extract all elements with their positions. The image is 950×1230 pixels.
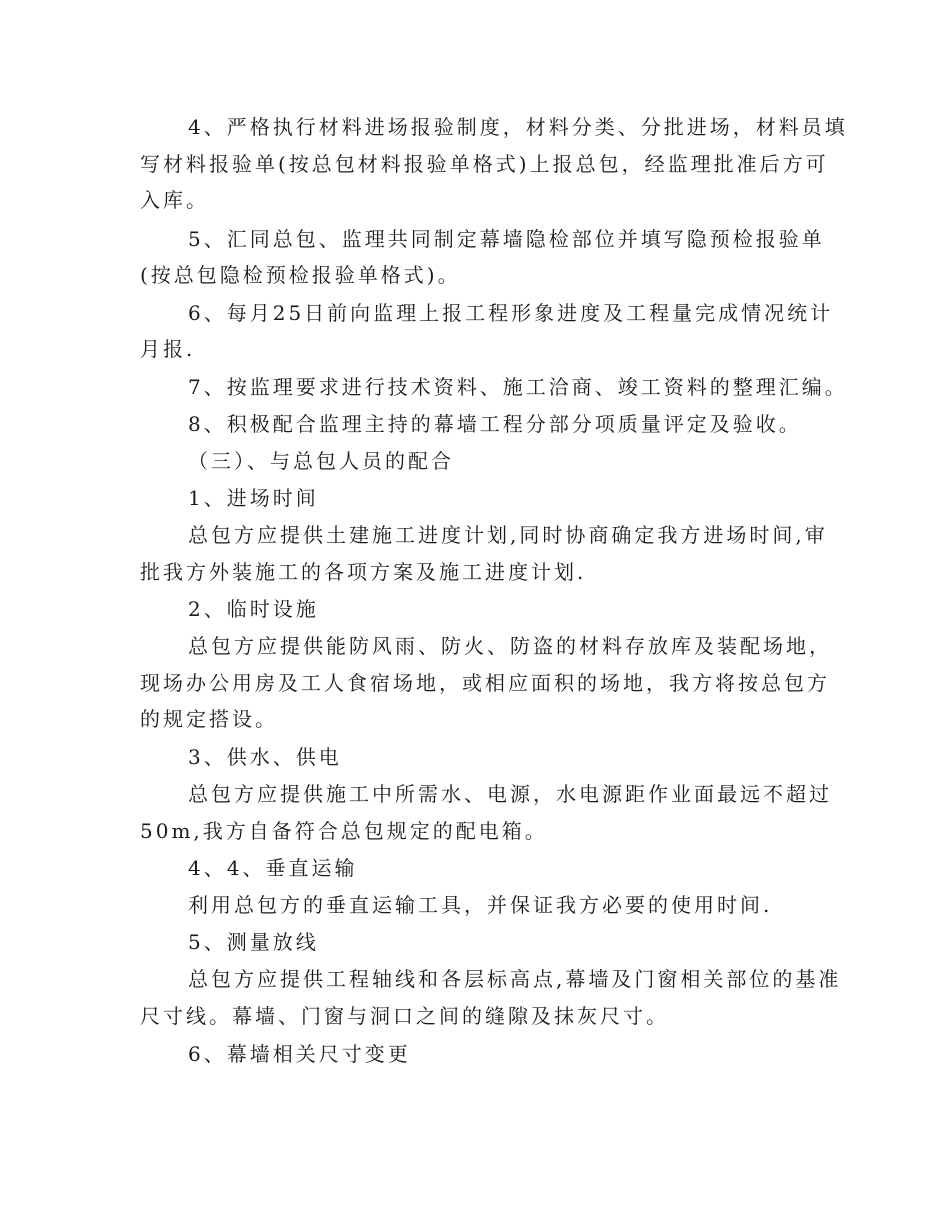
text-line: 总包方应提供工程轴线和各层标高点,幕墙及门窗相关部位的基准	[188, 967, 842, 991]
subheading: 1、进场时间	[188, 486, 319, 510]
text-line: 总包方应提供能防风雨、防火、防盗的材料存放库及装配场地，	[188, 634, 832, 658]
section-heading: （三）、与总包人员的配合	[188, 449, 454, 473]
text-line: 5、汇同总包、监理共同制定幕墙隐检部位并填写隐预检报验单	[188, 227, 825, 251]
subheading: 5、测量放线	[188, 930, 319, 954]
text-line: 4、严格执行材料进场报验制度，材料分类、分批进场，材料员填	[188, 115, 848, 139]
text-line: 批我方外装施工的各项方案及施工进度计划.	[140, 560, 587, 584]
text-line: 的规定搭设。	[140, 707, 278, 731]
text-line: 尺寸线。幕墙、门窗与洞口之间的缝隙及抹灰尺寸。	[140, 1004, 669, 1028]
text-line: 入库。	[140, 188, 209, 212]
text-line: (按总包隐检预检报验单格式)。	[140, 263, 461, 287]
text-line: 7、按监理要求进行技术资料、施工洽商、竣工资料的整理汇编。	[188, 375, 848, 399]
text-line: 50m,我方自备符合总包规定的配电箱。	[140, 819, 548, 843]
text-line: 8、积极配合监理主持的幕墙工程分部分项质量评定及验收。	[188, 412, 802, 436]
text-line: 现场办公用房及工人食宿场地，或相应面积的场地，我方将按总包方	[140, 671, 830, 695]
text-line: 利用总包方的垂直运输工具，并保证我方必要的使用时间.	[188, 893, 773, 917]
subheading: 2、临时设施	[188, 597, 319, 621]
subheading: 4、4、垂直运输	[188, 856, 358, 880]
subheading: 3、供水、供电	[188, 745, 342, 769]
text-line: 月报.	[140, 337, 196, 361]
text-line: 总包方应提供土建施工进度计划,同时协商确定我方进场时间,审	[188, 523, 828, 547]
text-line: 写材料报验单(按总包材料报验单格式)上报总包，经监理批准后方可	[140, 152, 829, 176]
text-line: 6、每月25日前向监理上报工程形象进度及工程量完成情况统计	[188, 301, 834, 325]
subheading: 6、幕墙相关尺寸变更	[188, 1042, 411, 1066]
text-line: 总包方应提供施工中所需水、电源，水电源距作业面最远不超过	[188, 782, 832, 806]
